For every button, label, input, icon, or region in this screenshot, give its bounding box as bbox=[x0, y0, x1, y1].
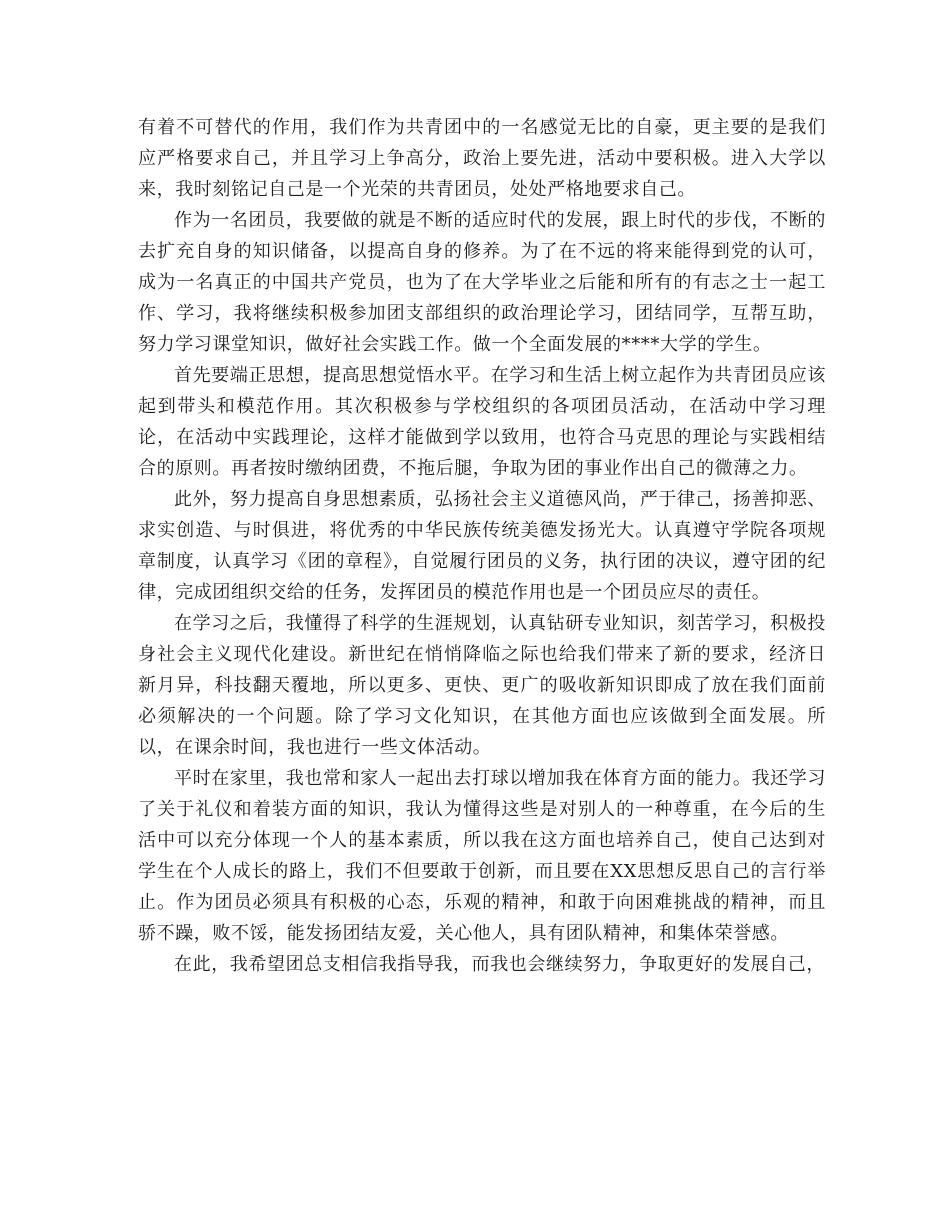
paragraph-3: 首先要端正思想，提高思想觉悟水平。在学习和生活上树立起作为共青团员应该起到带头和模范作用。其次积极参与学校组织的各项团员活动，在活动中学习理论，在活动中实践理论，这样才能做到学以致用，也符合马克思的理论与实践相结合的原则。再者按时缴纳团费，不拖后腿，争取为团的事业作出自己的微薄之力。 bbox=[138, 365, 826, 479]
paragraph-1: 有着不可替代的作用，我们作为共青团中的一名感觉无比的自豪，更主要的是我们应严格要求自己，并且学习上争高分，政治上要先进，活动中要积极。进入大学以来，我时刻铭记自己是一个光荣的共青团员，处处严格地要求自己。 bbox=[138, 117, 826, 200]
paragraph-4: 此外，努力提高自身思想素质，弘扬社会主义道德风尚，严于律己，扬善抑恶、求实创造、与时俱进，将优秀的中华民族传统美德发扬光大。认真遵守学院各项规章制度，认真学习《团的章程》，自觉履行团员的义务，执行团的决议，遵守团的纪律，完成团组织交给的任务，发挥团员的模范作用也是一个团员应尽的责任。 bbox=[138, 489, 826, 603]
paragraph-6: 平时在家里，我也常和家人一起出去打球以增加我在体育方面的能力。我还学习了关于礼仪和着装方面的知识，我认为懂得这些是对别人的一种尊重，在今后的生活中可以充分体现一个人的基本素质，所以我在这方面也培养自己，使自己达到对学生在个人成长的路上，我们不但要敢于创新，而且要在XX思想反思自己的言行举止。作为团员必须具有积极的心态，乐观的精神，和敢于向困难挑战的精神，而且骄不躁，败不馁，能发扬团结友爱，关心他人，具有团队精神，和集体荣誉感。 bbox=[138, 768, 826, 944]
paragraph-5: 在学习之后，我懂得了科学的生涯规划，认真钻研专业知识，刻苦学习，积极投身社会主义现代化建设。新世纪在悄悄降临之际也给我们带来了新的要求，经济日新月异，科技翻天覆地，所以更多、更快、更广的吸收新知识即成了放在我们面前必须解决的一个问题。除了学习文化知识，在其他方面也应该做到全面发展。所以，在课余时间，我也进行一些文体活动。 bbox=[138, 613, 826, 758]
paragraph-7: 在此，我希望团总支相信我指导我，而我也会继续努力，争取更好的发展自己， bbox=[174, 954, 825, 975]
document-body bbox=[138, 112, 826, 980]
paragraph-2: 作为一名团员，我要做的就是不断的适应时代的发展，跟上时代的步伐，不断的去扩充自身的知识储备，以提高自身的修养。为了在不远的将来能得到党的认可，成为一名真正的中国共产党员，也为了在大学毕业之后能和所有的有志之士一起工作、学习，我将继续积极参加团支部组织的政治理论学习，团结同学，互帮互助，努力学习课堂知识，做好社会实践工作。做一个全面发展的****大学的学生。 bbox=[138, 210, 826, 355]
